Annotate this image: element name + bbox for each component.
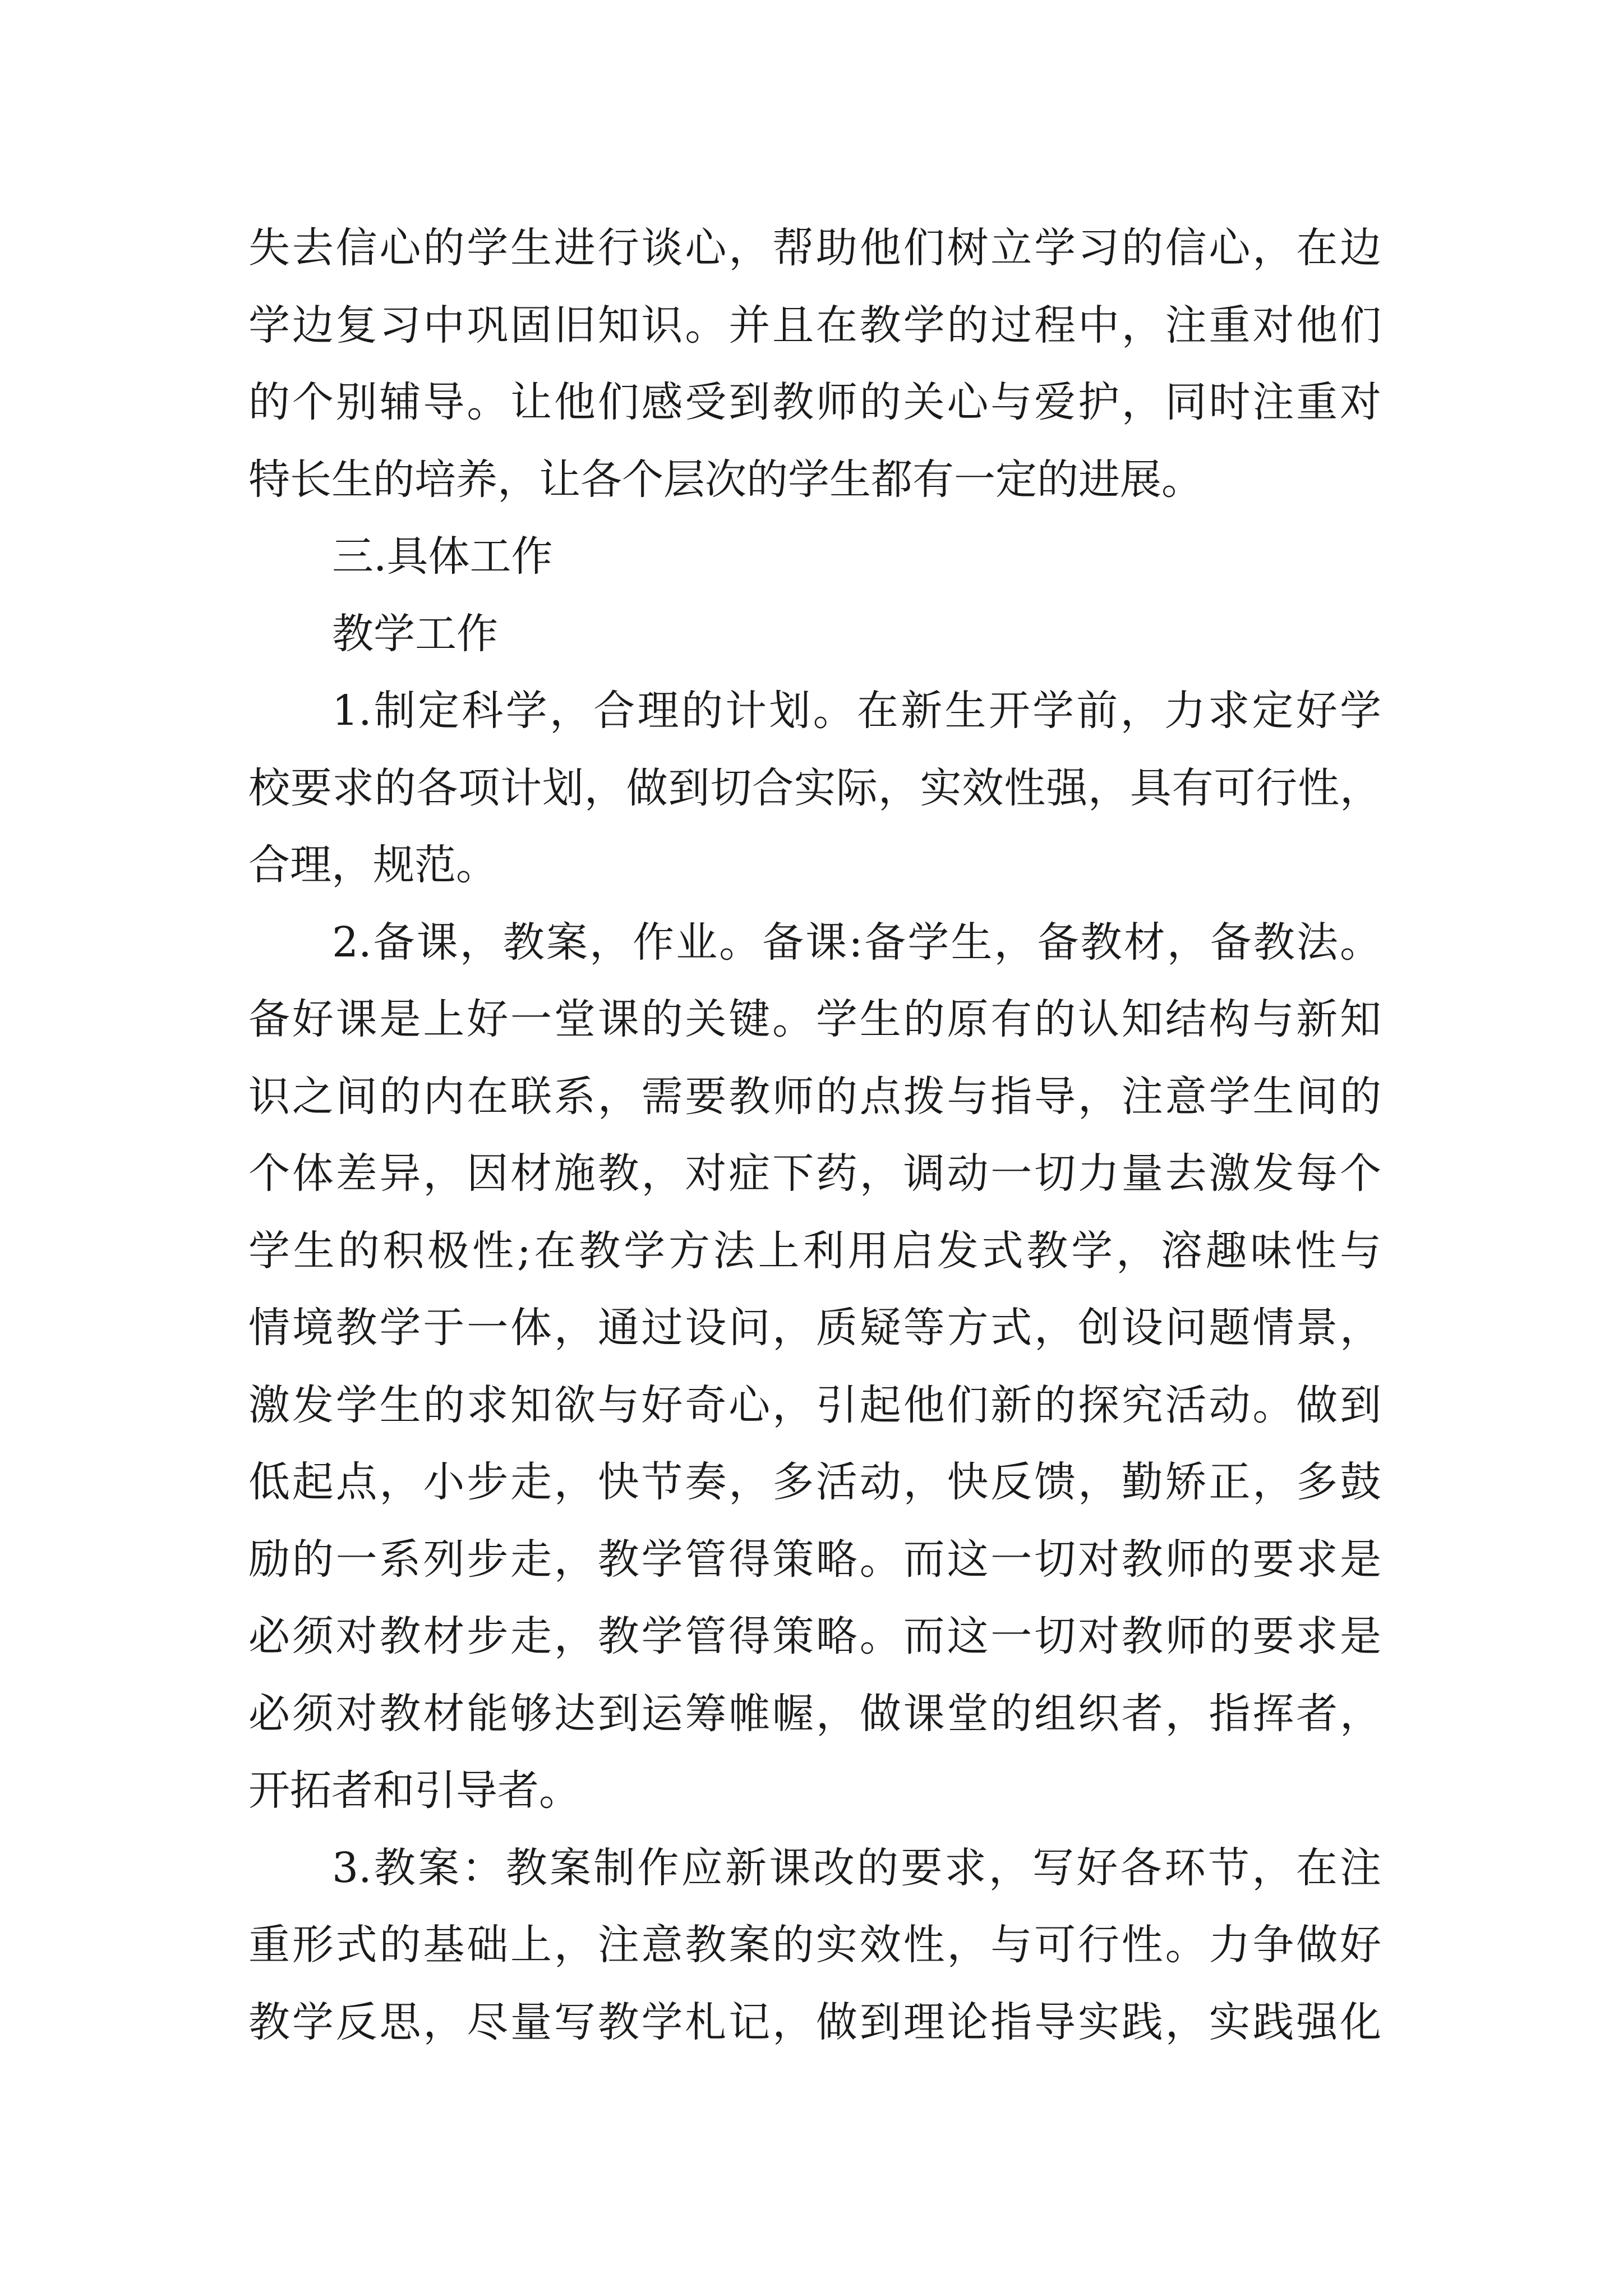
text-line: 个体差异，因材施教，对症下药，调动一切力量去激发每个	[248, 1149, 1381, 1198]
text-line: 必须对教材步走，教学管得策略。而这一切对教师的要求是	[248, 1612, 1381, 1660]
text-line: 重形式的基础上，注意教案的实效性，与可行性。力争做好	[248, 1921, 1381, 1969]
text-line: 励的一系列步走，教学管得策略。而这一切对教师的要求是	[248, 1535, 1381, 1584]
text-line: 识之间的内在联系，需要教师的点拨与指导，注意学生间的	[248, 1072, 1381, 1121]
text-line: 的个别辅导。让他们感受到教师的关心与爱护，同时注重对	[248, 378, 1381, 426]
text-line: 3.教案：教案制作应新课改的要求，写好各环节，在注	[332, 1843, 1381, 1892]
text-line: 激发学生的求知欲与好奇心，引起他们新的探究活动。做到	[248, 1381, 1381, 1429]
text-line: 备好课是上好一堂课的关键。学生的原有的认知结构与新知	[248, 995, 1381, 1043]
text-line: 2.备课，教案，作业。备课:备学生，备教材，备教法。	[332, 918, 1381, 967]
text-line: 开拓者和引导者。	[248, 1766, 580, 1815]
text-line: 情境教学于一体，通过设问，质疑等方式，创设问题情景，	[248, 1304, 1381, 1352]
text-line: 合理，规范。	[248, 841, 497, 889]
section-heading: 三.具体工作	[332, 532, 553, 581]
subsection-heading: 教学工作	[332, 609, 498, 658]
text-line: 教学反思，尽量写教学札记，做到理论指导实践，实践强化	[248, 1998, 1381, 2046]
text-line: 校要求的各项计划，做到切合实际，实效性强，具有可行性，	[248, 763, 1381, 812]
text-line: 必须对教材能够达到运筹帷幄，做课堂的组织者，指挥者，	[248, 1689, 1381, 1738]
text-line: 特长生的培养，让各个层次的学生都有一定的进展。	[248, 455, 1203, 504]
text-line: 1.制定科学，合理的计划。在新生开学前，力求定好学	[332, 687, 1381, 735]
text-line: 失去信心的学生进行谈心，帮助他们树立学习的信心，在边	[248, 224, 1381, 272]
document-body	[248, 210, 1381, 2061]
text-line: 低起点，小步走，快节奏，多活动，快反馈，勤矫正，多鼓	[248, 1458, 1381, 1506]
text-line: 学生的积极性;在教学方法上利用启发式教学，溶趣味性与	[248, 1226, 1381, 1275]
text-line: 学边复习中巩固旧知识。并且在教学的过程中，注重对他们	[248, 301, 1381, 349]
